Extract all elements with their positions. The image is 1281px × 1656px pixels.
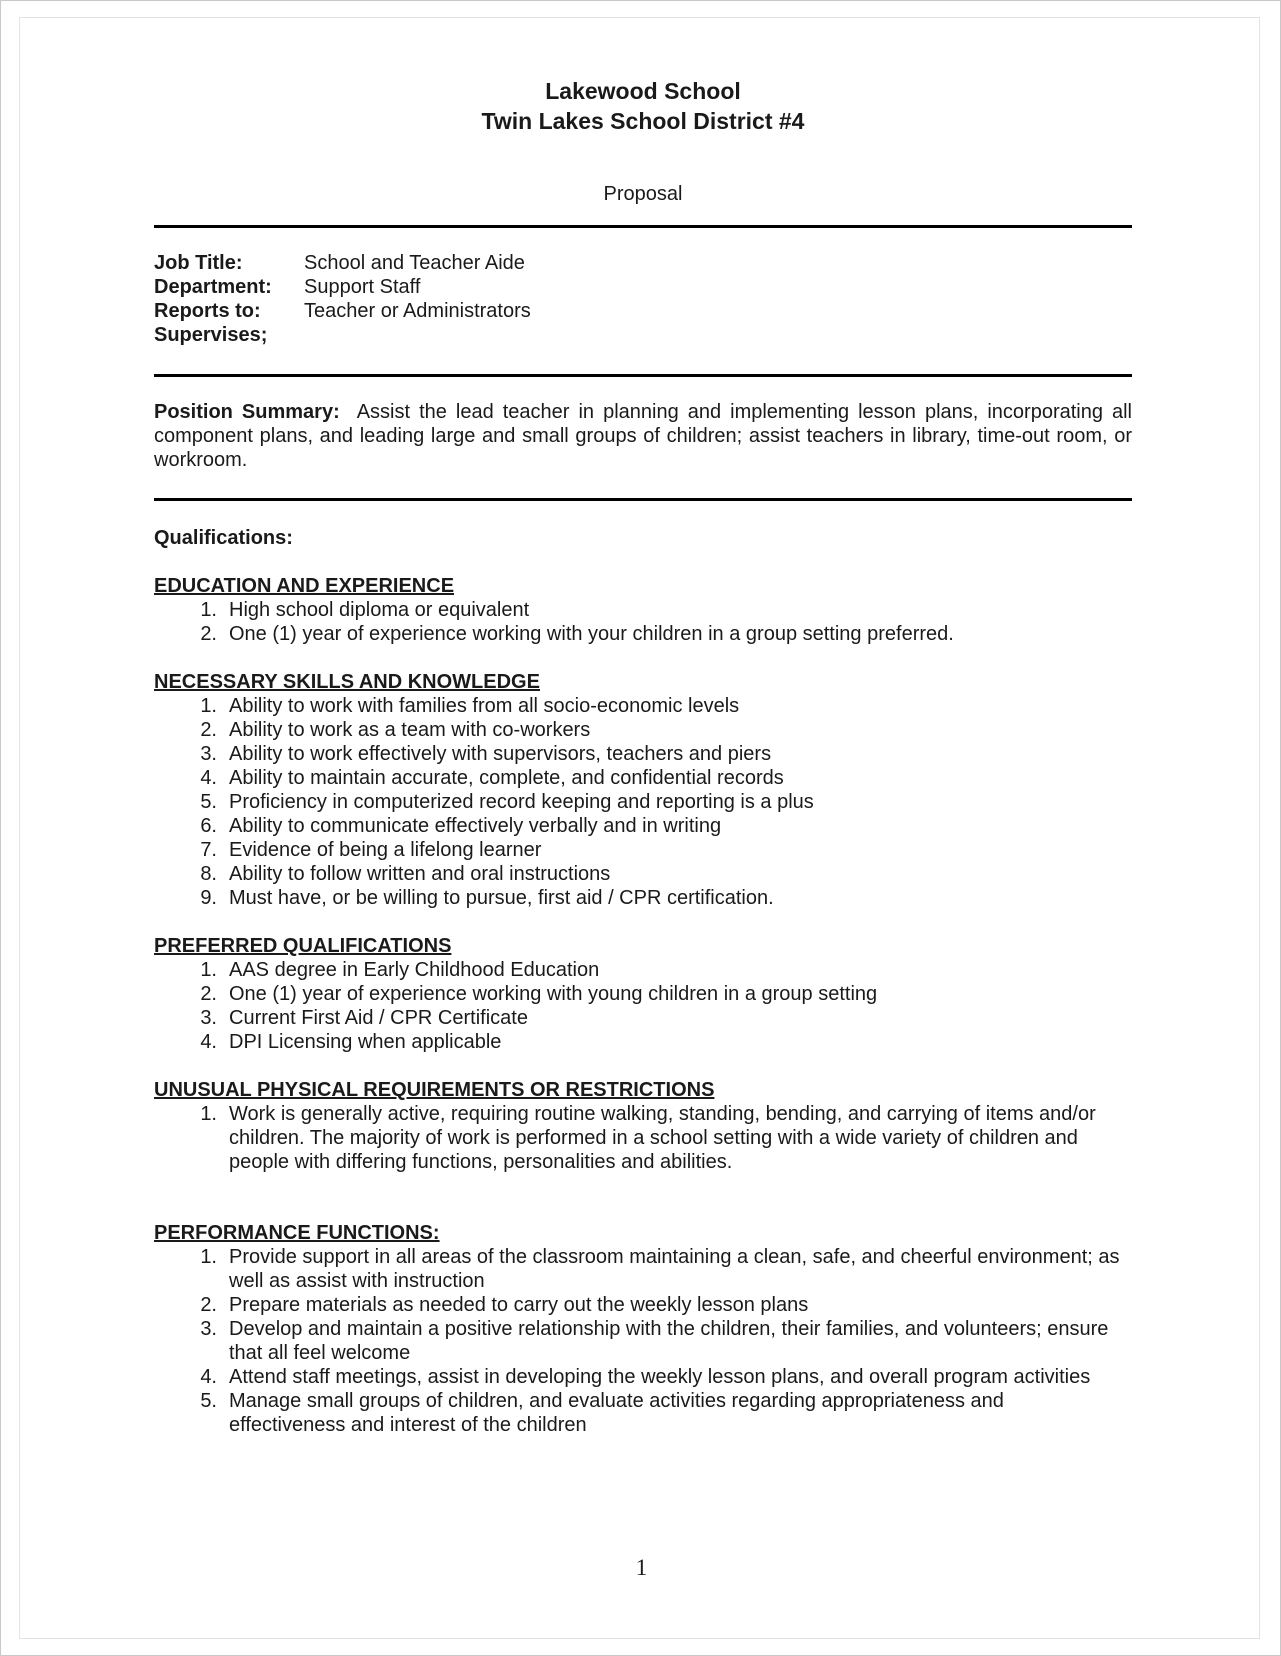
list-item: 2. Prepare materials as needed to carry out the weekly lesson plans <box>200 1294 809 1316</box>
list-item: 4. Ability to maintain accurate, complete, and confidential records <box>200 767 784 789</box>
section-heading: EDUCATION AND EXPERIENCE <box>154 575 455 597</box>
list-item: 2. Ability to work as a team with co-workers <box>200 719 591 741</box>
list-item: 9. Must have, or be willing to pursue, first aid / CPR certification. <box>200 887 774 909</box>
list-item: 2. One (1) year of experience working with young children in a group setting <box>200 983 878 1005</box>
info-value: Teacher or Administrators <box>304 300 531 322</box>
preferred-list <box>154 958 1132 1054</box>
list-item: 7. Evidence of being a lifelong learner <box>200 839 542 861</box>
info-value: School and Teacher Aide <box>304 252 525 274</box>
list-item: 3. Ability to work effectively with supervisors, teachers and piers <box>200 743 772 765</box>
list-item: 2. One (1) year of experience working with your children in a group setting preferred. <box>200 623 954 645</box>
section-heading: NECESSARY SKILLS AND KNOWLEDGE <box>154 671 540 693</box>
summary-text: Assist the lead teacher in planning and implementing lesson plans, incorporating all component plans, and leading large and small groups of children; assist teachers in library, time-out room, or workroom. <box>154 401 1133 471</box>
list-item: 1. Work is generally active, requiring routine walking, standing, bending, and carrying of items and/or children. The majority of work is performed in a school setting with a wide variety of children and people with differing functions, personalities and abilities. <box>200 1103 1096 1173</box>
divider <box>154 374 1132 377</box>
physical-list <box>154 1102 1132 1174</box>
info-row-reports-to <box>154 299 1132 323</box>
divider <box>154 225 1132 228</box>
list-item: 6. Ability to communicate effectively verbally and in writing <box>200 815 722 837</box>
info-label: Job Title: <box>154 252 243 274</box>
section-heading: UNUSUAL PHYSICAL REQUIREMENTS OR RESTRICTIONS <box>154 1079 715 1101</box>
job-info <box>154 251 1132 347</box>
list-item: 1. Ability to work with families from all socio-economic levels <box>200 695 740 717</box>
summary-label: Position Summary: <box>154 401 340 423</box>
info-value: Support Staff <box>304 276 421 298</box>
info-row-supervises <box>154 323 1132 347</box>
list-item: 1. High school diploma or equivalent <box>200 599 530 621</box>
info-value <box>304 323 1132 347</box>
info-label: Supervises; <box>154 324 268 346</box>
doc-type: Proposal <box>603 183 683 205</box>
section-heading: PREFERRED QUALIFICATIONS <box>154 935 452 957</box>
district-name: Twin Lakes School District #4 <box>481 108 805 134</box>
position-summary <box>154 400 1132 472</box>
list-item: 5. Proficiency in computerized record keeping and reporting is a plus <box>200 791 814 813</box>
list-item: 1. AAS degree in Early Childhood Education <box>200 959 600 981</box>
list-item: 5. Manage small groups of children, and evaluate activities regarding appropriateness and effectiveness and interest of the children <box>200 1390 1004 1436</box>
info-label: Department: <box>154 276 272 298</box>
school-name: Lakewood School <box>545 78 741 104</box>
section-heading: PERFORMANCE FUNCTIONS: <box>154 1222 440 1244</box>
info-row-job-title <box>154 251 1132 275</box>
list-item: 3. Current First Aid / CPR Certificate <box>200 1007 528 1029</box>
divider <box>154 498 1132 501</box>
skills-list <box>154 694 1132 910</box>
list-item: 4. DPI Licensing when applicable <box>200 1031 502 1053</box>
list-item: 4. Attend staff meetings, assist in developing the weekly lesson plans, and overall program activities <box>200 1366 1091 1388</box>
document-body <box>154 76 1132 1437</box>
qualifications-title: Qualifications: <box>154 527 293 549</box>
list-item: 1. Provide support in all areas of the classroom maintaining a clean, safe, and cheerful environment; as well as assist with instruction <box>200 1246 1120 1292</box>
list-item: 8. Ability to follow written and oral instructions <box>200 863 611 885</box>
page-number: 1 <box>635 1555 648 1580</box>
info-row-department <box>154 275 1132 299</box>
performance-list <box>154 1245 1132 1437</box>
info-label: Reports to: <box>154 300 261 322</box>
education-list <box>154 598 1132 646</box>
list-item: 3. Develop and maintain a positive relationship with the children, their families, and volunteers; ensure that all feel welcome <box>200 1318 1109 1364</box>
